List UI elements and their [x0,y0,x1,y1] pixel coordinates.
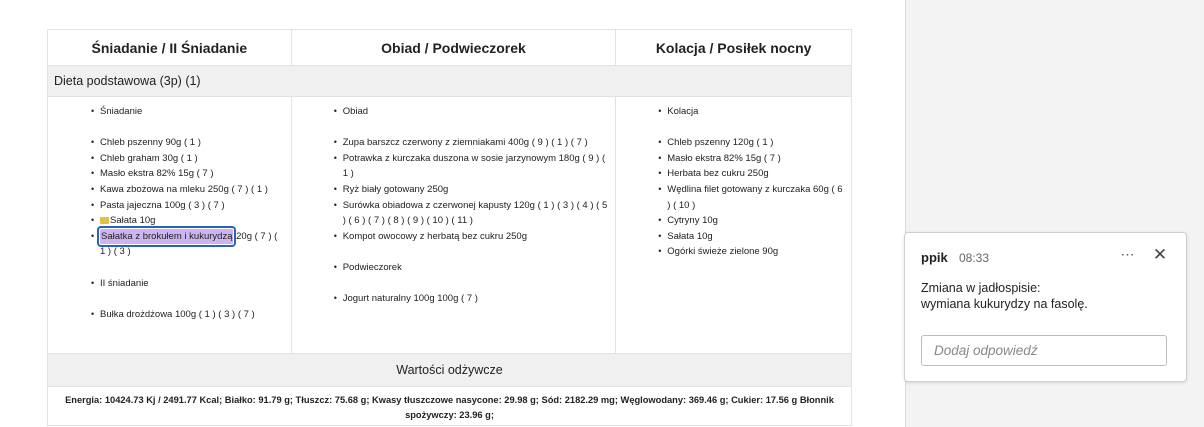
list-item: • Chleb pszenny 90g ( 1 ) [91,135,285,151]
nutrition-values: Energia: 10424.73 Kj / 2491.77 Kcal; Białko: 91.79 g; Tłuszcz: 75.68 g; Kwasy tłuszczowe nasycone: 29.98 g; Sód: 2182.29 mg; Węglowodany: 369.46 g; Cukier: 17.56 g Błonnik spożywczy: 23.96 g; [48,387,852,426]
nutrition-title: Wartości odżywcze [48,354,852,387]
list-item: • Zupa barszcz czerwony z ziemniakami 400g ( 9 ) ( 1 ) ( 7 ) [334,135,610,151]
list-item: • Kompot owocowy z herbatą bez cukru 250g [334,229,610,245]
lunch-cell [291,97,616,354]
section-afternoon-snack: • Podwieczorek [334,260,610,276]
list-item: • Masło ekstra 82% 15g ( 7 ) [658,151,845,167]
list-item-text: Sałata 10g [110,215,156,227]
comment-text [921,280,1088,312]
comment-time: 08:33 [959,251,990,265]
list-item: • Cytryny 10g [658,213,845,229]
header-dinner: Kolacja / Posiłek nocny [616,30,852,66]
breakfast-cell [48,97,292,354]
list-item: • Pasta jajeczna 100g ( 3 ) ( 7 ) [91,198,285,214]
section-second-breakfast: • II śniadanie [91,276,285,292]
more-options-icon[interactable]: ⋯ [1120,246,1136,262]
reply-input[interactable] [921,335,1167,366]
header-breakfast: Śniadanie / II Śniadanie [48,30,292,66]
list-item: • Chleb graham 30g ( 1 ) [91,151,285,167]
list-item-highlighted[interactable] [91,229,285,260]
list-item: • Sałata 10g [658,229,845,245]
comment-author: ppik [921,250,948,265]
list-item: • Ogórki świeże zielone 90g [658,244,845,260]
list-item-suffix: 20g ( 7 ) ( 1 ) ( 3 ) [100,230,278,258]
list-item: • Ryż biały gotowany 250g [334,182,610,198]
close-icon[interactable]: ✕ [1152,245,1168,264]
list-item [91,213,285,229]
dinner-list [658,104,845,260]
lunch-list [334,104,610,307]
header-lunch: Obiad / Podwieczorek [291,30,616,66]
list-item: • Herbata bez cukru 250g [658,166,845,182]
list-item: • Wędlina filet gotowany z kurczaka 60g ( 6 ) ( 10 ) [658,182,845,213]
list-item: • Chleb pszenny 120g ( 1 ) [658,135,845,151]
diet-name: Dieta podstawowa (3p) (1) [48,66,852,97]
list-item: • Potrawka z kurczaka duszona w sosie jarzynowym 180g ( 9 ) ( 1 ) [334,151,610,182]
list-item: • Kawa zbożowa na mleku 250g ( 7 ) ( 1 ) [91,182,285,198]
diet-menu-table [47,29,852,426]
comment-card[interactable] [904,232,1187,382]
list-item: • Bułka drożdżowa 100g ( 1 ) ( 3 ) ( 7 ) [91,307,285,323]
breakfast-list [91,104,285,322]
folder-icon [100,217,109,224]
list-item: • Surówka obiadowa z czerwonej kapusty 120g ( 1 ) ( 3 ) ( 4 ) ( 5 ) ( 6 ) ( 7 ) ( 8 ) ( 9 ) ( 10 ) ( 11 ) [334,198,610,229]
list-item: • Jogurt naturalny 100g 100g ( 7 ) [334,291,610,307]
comment-text-line: wymiana kukurydzy na fasolę. [921,297,1088,311]
comment-highlight[interactable]: Sałatka z brokułem i kukurydzą [100,229,233,245]
section-dinner: • Kolacja [658,104,845,120]
comment-text-line: Zmiana w jadłospisie: [921,281,1041,295]
list-item: • Masło ekstra 82% 15g ( 7 ) [91,166,285,182]
dinner-cell [616,97,852,354]
section-breakfast: • Śniadanie [91,104,285,120]
section-lunch: • Obiad [334,104,610,120]
